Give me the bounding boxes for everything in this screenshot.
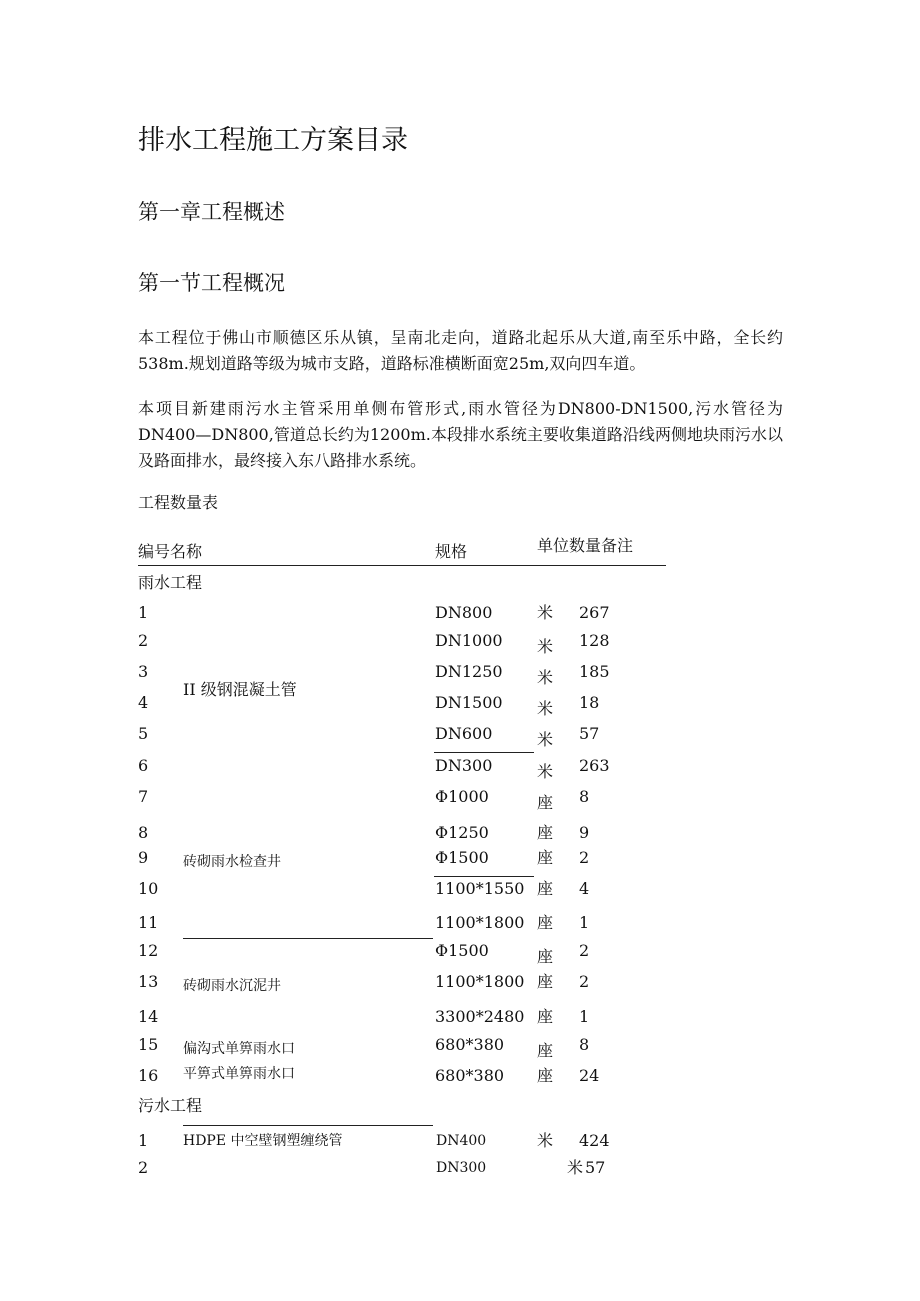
row-qty: 2 — [579, 972, 590, 991]
row-qty: 267 — [579, 603, 610, 622]
row-spec: DN400 — [436, 1133, 487, 1149]
row-qty: 57 — [585, 1158, 606, 1177]
row-number: 6 — [138, 756, 149, 775]
item-name: 砖砌雨水检查井 — [183, 854, 281, 870]
row-qty: 185 — [579, 662, 610, 681]
row-number: 8 — [138, 823, 149, 842]
row-number: 11 — [138, 913, 159, 932]
row-spec: DN300 — [435, 756, 493, 775]
row-qty: 2 — [579, 848, 590, 867]
item-name: 平箅式单箅雨水口 — [183, 1066, 295, 1082]
row-qty: 57 — [579, 724, 600, 743]
rule — [434, 752, 534, 753]
row-number: 10 — [138, 879, 159, 898]
row-number: 13 — [138, 972, 159, 991]
paragraph: 本项目新建雨污水主管采用单侧布管形式,雨水管径为DN800-DN1500,污水管径为DN400—DN800,管道总长约为1200m.本段排水系统主要收集道路沿线两侧地块雨污水以及路面排水，最终接入东八路排水系统。 — [138, 399, 783, 470]
item-name: II 级钢混凝土管 — [183, 680, 297, 699]
row-qty: 24 — [579, 1066, 600, 1085]
header-id-name: 编号名称 — [138, 542, 203, 561]
row-spec: DN1250 — [435, 662, 503, 681]
rain-section-label: 雨水工程 — [138, 573, 203, 592]
item-name: 砖砌雨水沉泥井 — [183, 978, 281, 994]
chapter-heading: 第一章工程概述 — [138, 200, 285, 224]
row-qty: 4 — [579, 879, 590, 898]
row-spec: DN800 — [435, 603, 493, 622]
row-unit: 座 — [537, 1066, 554, 1085]
row-unit: 米 — [537, 699, 554, 718]
row-unit: 座 — [537, 947, 554, 966]
row-qty: 9 — [579, 823, 590, 842]
row-qty: 263 — [579, 756, 610, 775]
header-rule — [138, 565, 666, 566]
row-unit: 米 — [567, 1158, 584, 1177]
table-caption: 工程数量表 — [138, 493, 219, 512]
row-spec: 680*380 — [435, 1066, 505, 1085]
row-number: 3 — [138, 662, 149, 681]
row-qty: 8 — [579, 1035, 590, 1054]
row-qty: 1 — [579, 913, 590, 932]
row-unit: 座 — [537, 1041, 554, 1060]
header-spec: 规格 — [435, 542, 468, 561]
row-qty: 18 — [579, 693, 600, 712]
row-number: 1 — [138, 603, 149, 622]
row-unit: 米 — [537, 730, 554, 749]
row-number: 15 — [138, 1035, 159, 1054]
row-unit: 座 — [537, 1007, 554, 1026]
row-qty: 128 — [579, 631, 610, 650]
row-number: 5 — [138, 724, 149, 743]
rule — [434, 876, 534, 877]
item-name: 偏沟式单箅雨水口 — [183, 1041, 295, 1057]
row-spec: Φ1500 — [435, 941, 489, 960]
row-spec: Φ1000 — [435, 787, 489, 806]
row-unit: 米 — [537, 668, 554, 687]
item-name: HDPE 中空壁钢塑缠绕管 — [183, 1133, 343, 1149]
row-number: 4 — [138, 693, 149, 712]
row-spec: 1100*1550 — [435, 879, 525, 898]
row-unit: 米 — [537, 1131, 554, 1150]
row-number: 14 — [138, 1007, 159, 1026]
row-unit: 座 — [537, 972, 554, 991]
row-number: 12 — [138, 941, 159, 960]
row-unit: 米 — [537, 762, 554, 781]
header-unit-qty-note: 单位数量备注 — [537, 536, 634, 555]
row-spec: Φ1250 — [435, 823, 489, 842]
row-number: 9 — [138, 848, 149, 867]
row-number: 2 — [138, 1158, 149, 1177]
row-spec: DN1500 — [435, 693, 503, 712]
row-unit: 座 — [537, 793, 554, 812]
row-unit: 座 — [537, 879, 554, 898]
row-qty: 8 — [579, 787, 590, 806]
row-unit: 米 — [537, 637, 554, 656]
row-number: 1 — [138, 1131, 149, 1150]
row-number: 16 — [138, 1066, 159, 1085]
row-spec: DN1000 — [435, 631, 503, 650]
row-unit: 座 — [537, 823, 554, 842]
row-qty: 1 — [579, 1007, 590, 1026]
row-number: 7 — [138, 787, 149, 806]
row-spec: Φ1500 — [435, 848, 489, 867]
row-spec: DN600 — [435, 724, 493, 743]
rule — [183, 1125, 433, 1126]
section-heading: 第一节工程概况 — [138, 271, 285, 295]
sewage-section-label: 污水工程 — [138, 1096, 203, 1115]
rule — [183, 938, 433, 939]
document-title: 排水工程施工方案目录 — [138, 125, 408, 156]
row-qty: 2 — [579, 941, 590, 960]
row-spec: 1100*1800 — [435, 913, 525, 932]
row-spec: DN300 — [436, 1160, 487, 1176]
row-spec: 680*380 — [435, 1035, 505, 1054]
paragraph: 本工程位于佛山市顺德区乐从镇，呈南北走向，道路北起乐从大道,南至乐中路，全长约538m.规划道路等级为城市支路，道路标准横断面宽25m,双向四车道。 — [138, 328, 783, 373]
row-unit: 座 — [537, 913, 554, 932]
row-spec: 1100*1800 — [435, 972, 525, 991]
row-number: 2 — [138, 631, 149, 650]
row-unit: 米 — [537, 603, 554, 622]
row-qty: 424 — [579, 1131, 610, 1150]
row-spec: 3300*2480 — [435, 1007, 525, 1026]
row-unit: 座 — [537, 848, 554, 867]
